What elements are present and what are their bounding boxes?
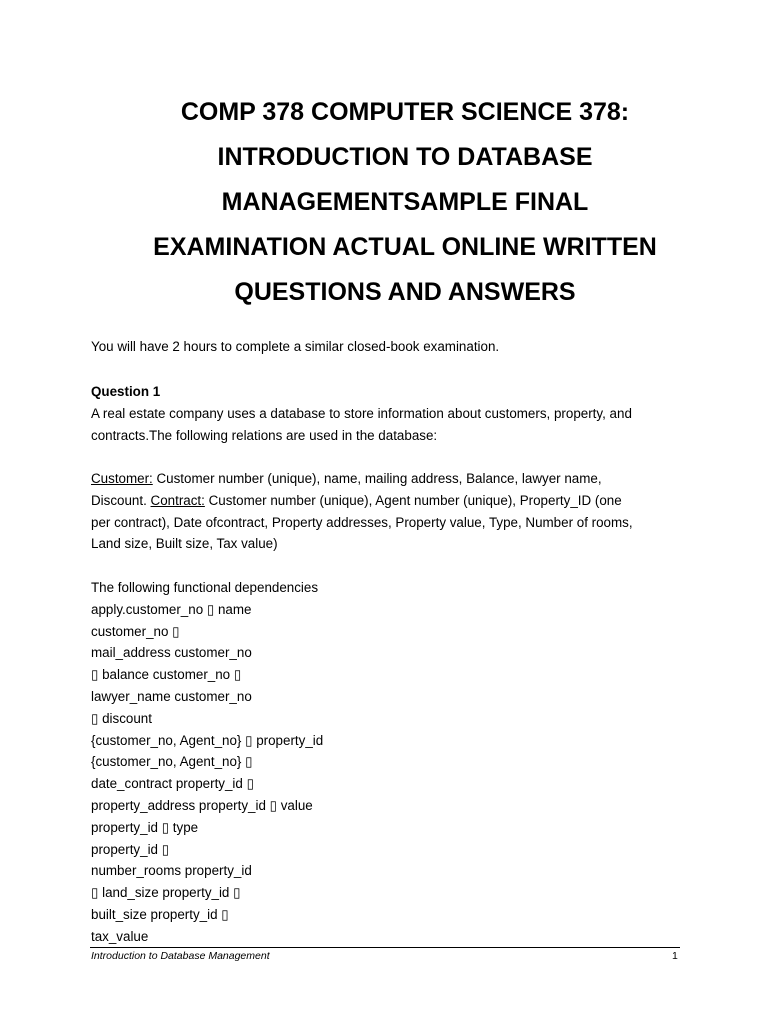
fd-line: ▯ land_size property_id ▯ [91,885,241,901]
footer-title: Introduction to Database Management [91,950,270,962]
fd-line: date_contract property_id ▯ [91,776,254,792]
relations-line-3: per contract), Date ofcontract, Property addresses, Property value, Type, Number of rooms, [91,514,633,530]
title-line: MANAGEMENTSAMPLE FINAL [221,188,589,216]
fd-line: property_address property_id ▯ value [91,797,313,813]
footer-divider [90,947,680,948]
fd-line: The following functional dependencies [91,580,319,595]
intro-text: You will have 2 hours to complete a similar closed-book examination. [91,339,500,354]
contract-relation-text: Customer number (unique), Agent number (unique), Property_ID (one [204,492,622,508]
title-line: EXAMINATION ACTUAL ONLINE WRITTEN [153,233,657,261]
discount-text: Discount. [91,492,151,508]
title-line: INTRODUCTION TO DATABASE [217,143,593,171]
functional-dependencies [91,577,691,948]
fd-line: property_id ▯ [91,841,170,857]
title-line: COMP 378 COMPUTER SCIENCE 378: [180,98,630,126]
customer-relation-text: Customer number (unique), name, mailing address, Balance, lawyer name, [152,471,602,486]
question-paragraph [91,403,691,447]
relations-line-1 [91,468,691,490]
fd-line: tax_value [91,928,149,944]
fd-line: {customer_no, Agent_no} ▯ [91,754,253,770]
relations-line-4: Land size, Built size, Tax value) [91,536,278,552]
contract-relation-label: Contract: [150,492,205,508]
fd-line: mail_address customer_no [91,645,252,661]
relations-paragraph [91,468,691,555]
fd-line: ▯ discount [91,710,152,726]
fd-line: customer_no ▯ [91,623,180,639]
fd-line: ▯ balance customer_no ▯ [91,667,242,683]
page-number: 1 [672,950,678,962]
fd-line: {customer_no, Agent_no} ▯ property_id [91,732,324,748]
customer-relation-label: Customer: [91,471,153,486]
question-heading: Question 1 [91,384,161,399]
relations-line-2 [91,490,691,512]
fd-line: property_id ▯ type [91,819,199,835]
document-title [110,90,700,315]
paragraph-line: contracts.The following relations are used in the database: [91,427,438,443]
fd-line: built_size property_id ▯ [91,906,229,922]
fd-line: number_rooms property_id [91,863,252,879]
fd-line: apply.customer_no ▯ name [91,601,252,617]
fd-line: lawyer_name customer_no [91,688,252,704]
title-line: QUESTIONS AND ANSWERS [234,278,576,306]
paragraph-line: A real estate company uses a database to store information about customers, property, and [91,406,632,421]
